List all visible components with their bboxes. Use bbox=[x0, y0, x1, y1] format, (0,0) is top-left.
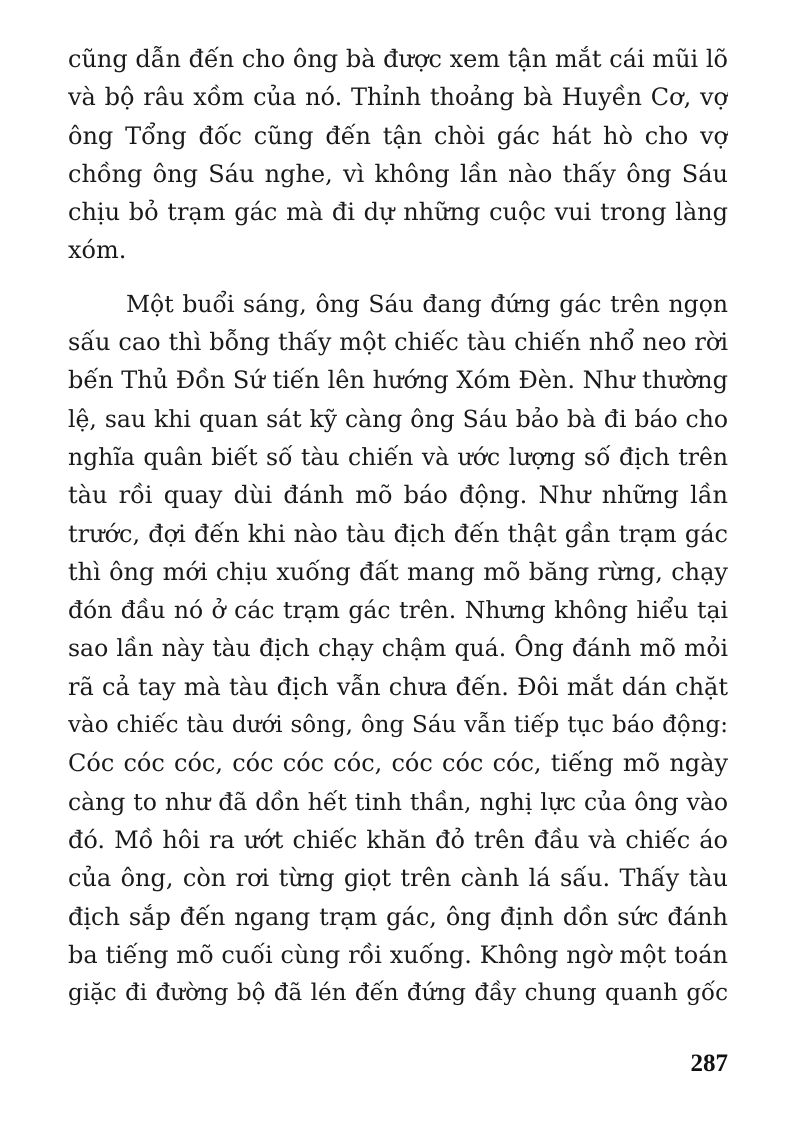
text-line: ông Tổng đốc cũng đến tận chòi gác hát hò cho vợ bbox=[68, 121, 728, 150]
text-line: đó. Mồ hôi ra ướt chiếc khăn đỏ trên đầu và chiếc áo bbox=[68, 825, 728, 854]
text-line: Cóc cóc cóc, cóc cóc cóc, cóc cóc cóc, tiếng mõ ngày bbox=[68, 749, 728, 778]
text-line: tàu rồi quay dùi đánh mõ báo động. Như những lần bbox=[68, 481, 728, 510]
paragraph-gap bbox=[68, 270, 728, 285]
text-line: càng to như đã dồn hết tinh thần, nghị lực của ông vào bbox=[68, 787, 728, 816]
text-line: Một buổi sáng, ông Sáu đang đứng gác trên ngọn bbox=[126, 289, 728, 318]
text-line: địch sắp đến ngang trạm gác, ông định dồn sức đánh bbox=[68, 902, 728, 931]
body-text bbox=[68, 40, 728, 1012]
text-line: lệ, sau khi quan sát kỹ càng ông Sáu bảo bà đi báo cho bbox=[68, 404, 728, 433]
text-line: thì ông mới chịu xuống đất mang mõ băng rừng, chạy bbox=[68, 557, 728, 586]
text-line: bến Thủ Đồn Sứ tiến lên hướng Xóm Đèn. Như thường bbox=[68, 366, 728, 395]
paragraph-2 bbox=[68, 285, 728, 1013]
text-line: ba tiếng mõ cuối cùng rồi xuống. Không ngờ một toán bbox=[68, 940, 728, 969]
text-line: vào chiếc tàu dưới sông, ông Sáu vẫn tiếp tục báo động: bbox=[68, 712, 728, 739]
text-line: sấu cao thì bỗng thấy một chiếc tàu chiến nhổ neo rời bbox=[68, 328, 728, 357]
text-line: chồng ông Sáu nghe, vì không lần nào thấy ông Sáu bbox=[68, 159, 728, 188]
text-line: sao lần này tàu địch chạy chậm quá. Ông đánh mõ mỏi bbox=[68, 634, 728, 663]
text-line: cũng dẫn đến cho ông bà được xem tận mắt cái mũi lõ bbox=[68, 45, 728, 73]
text-line: và bộ râu xồm của nó. Thỉnh thoảng bà Huyền Cơ, vợ bbox=[68, 83, 728, 112]
paragraph-1 bbox=[68, 40, 728, 270]
page-number: 287 bbox=[690, 1050, 728, 1077]
text-line: giặc đi đường bộ đã lén đến đứng đầy chung quanh gốc bbox=[68, 980, 728, 1007]
text-line: trước, đợi đến khi nào tàu địch đến thật gần trạm gác bbox=[68, 519, 728, 548]
text-line: rã cả tay mà tàu địch vẫn chưa đến. Đôi mắt dán chặt bbox=[68, 672, 728, 701]
text-line: đón đầu nó ở các trạm gác trên. Nhưng không hiểu tại bbox=[68, 596, 728, 625]
text-line: của ông, còn rơi từng giọt trên cành lá sấu. Thấy tàu bbox=[68, 864, 728, 893]
text-line: xóm. bbox=[68, 236, 127, 265]
text-line: chịu bỏ trạm gác mà đi dự những cuộc vui trong làng bbox=[68, 198, 728, 227]
text-line: nghĩa quân biết số tàu chiến và ước lượng số địch trên bbox=[68, 442, 728, 471]
